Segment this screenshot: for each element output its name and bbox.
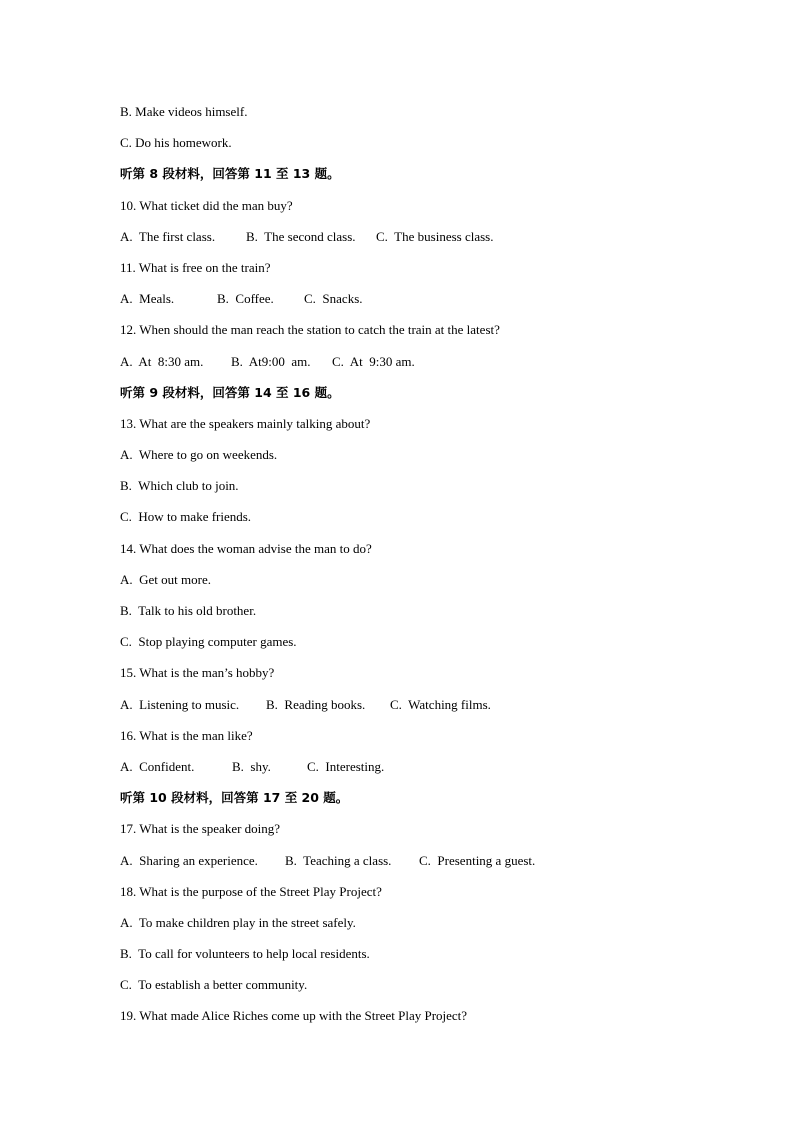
answer-option-line: C. To establish a better community. bbox=[120, 977, 308, 993]
answer-options-row bbox=[120, 696, 760, 727]
answer-option-line: B. To call for volunteers to help local residents. bbox=[120, 946, 370, 962]
question-text: 12. When should the man reach the station to catch the train at the latest? bbox=[120, 322, 500, 338]
answer-option: A. Confident. bbox=[120, 758, 195, 774]
answer-options-row bbox=[120, 758, 760, 789]
answer-option-line: A. Where to go on weekends. bbox=[120, 447, 278, 463]
answer-option: A. Listening to music. bbox=[120, 696, 240, 712]
answer-option-line: A. To make children play in the street safely. bbox=[120, 914, 356, 930]
answer-option: B. Teaching a class. bbox=[285, 852, 392, 868]
answer-option: B. Coffee. bbox=[217, 291, 274, 307]
answer-option-line: C. Do his homework. bbox=[120, 135, 232, 151]
answer-option: C. Presenting a guest. bbox=[419, 852, 536, 868]
question-text: 19. What made Alice Riches come up with the Street Play Project? bbox=[120, 1008, 468, 1024]
answer-option: C. Snacks. bbox=[304, 291, 363, 307]
question-text: 15. What is the man’s hobby? bbox=[120, 665, 275, 681]
answer-option-line: C. How to make friends. bbox=[120, 509, 252, 525]
answer-option: C. Watching films. bbox=[390, 696, 491, 712]
answer-options-row bbox=[120, 353, 760, 384]
answer-option-line: B. Make videos himself. bbox=[120, 104, 248, 119]
question-text: 18. What is the purpose of the Street Play Project? bbox=[120, 883, 382, 899]
question-text: 14. What does the woman advise the man to do? bbox=[120, 540, 372, 556]
answer-option: B. shy. bbox=[232, 758, 271, 774]
answer-option: A. Sharing an experience. bbox=[120, 852, 258, 868]
section-heading: 听第 9 段材料，回答第 14 至 16 题。 bbox=[120, 384, 340, 400]
answer-option: A. Meals. bbox=[120, 291, 175, 307]
question-text: 16. What is the man like? bbox=[120, 727, 253, 743]
section-heading: 听第 8 段材料，回答第 11 至 13 题。 bbox=[120, 166, 340, 182]
question-text: 10. What ticket did the man buy? bbox=[120, 197, 293, 213]
question-text: 13. What are the speakers mainly talking about? bbox=[120, 415, 371, 431]
answer-option-line: B. Talk to his old brother. bbox=[120, 603, 257, 618]
answer-options-row bbox=[120, 852, 760, 883]
answer-option: C. At 9:30 am. bbox=[332, 353, 415, 369]
answer-options-row bbox=[120, 228, 760, 259]
answer-option: B. The second class. bbox=[246, 228, 356, 244]
question-text: 11. What is free on the train? bbox=[120, 259, 271, 275]
answer-option: C. Interesting. bbox=[307, 758, 385, 774]
question-text: 17. What is the speaker doing? bbox=[120, 821, 281, 837]
exam-page bbox=[120, 103, 760, 1039]
answer-option: B. At9:00 am. bbox=[231, 353, 311, 369]
answer-options-row bbox=[120, 290, 760, 321]
section-heading: 听第 10 段材料，回答第 17 至 20 题。 bbox=[120, 790, 349, 806]
answer-option: A. The first class. bbox=[120, 228, 216, 244]
answer-option: B. Reading books. bbox=[266, 696, 366, 712]
answer-option-line: B. Which club to join. bbox=[120, 478, 239, 494]
answer-option: C. The business class. bbox=[376, 228, 494, 244]
answer-option-line: C. Stop playing computer games. bbox=[120, 634, 297, 650]
answer-option: A. At 8:30 am. bbox=[120, 353, 204, 369]
answer-option-line: A. Get out more. bbox=[120, 571, 211, 587]
